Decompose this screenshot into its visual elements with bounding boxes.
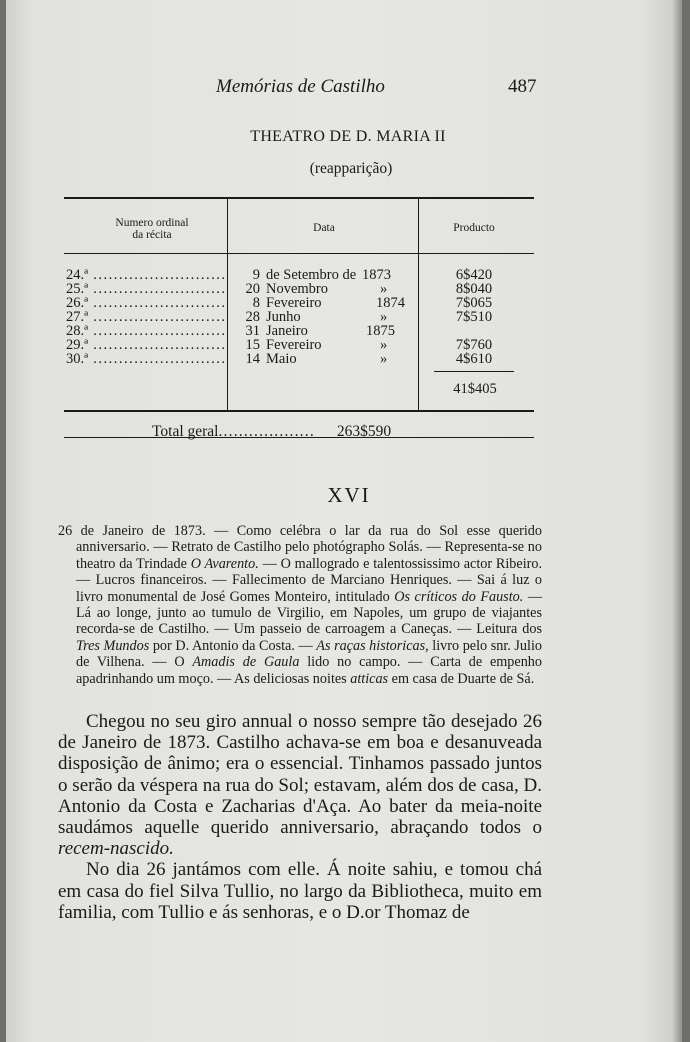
table-row: 29.ª ..... 15 Fevereiro » 7$760 bbox=[64, 338, 534, 352]
table-row: 26.ª ..... 8 Fevereiro 1874 7$065 bbox=[64, 296, 534, 310]
header-product: Producto bbox=[453, 222, 495, 234]
subtotal-rule bbox=[434, 371, 514, 372]
table-row: 28.ª ..... 31 Janeiro 1875 bbox=[64, 324, 534, 338]
header-date: Data bbox=[313, 222, 335, 234]
performance-table bbox=[64, 197, 534, 439]
table-row: 25.ª ..... 20 Novembro » 8$040 bbox=[64, 282, 534, 296]
table-row: 27.ª ..... 28 Junho » 7$510 bbox=[64, 310, 534, 324]
header-ordinal: Numero ordinal da récita bbox=[115, 217, 189, 241]
grand-total bbox=[152, 423, 391, 441]
page-edge-shadow bbox=[672, 0, 682, 1042]
running-head bbox=[6, 76, 682, 100]
total-leader-dots: ................... bbox=[218, 423, 315, 440]
table-row: 24.ª ..... 9 de Setembro de 1873 6$420 bbox=[64, 268, 534, 282]
paragraph: Chegou no seu giro annual o nosso sempre tão desejado 26 de Janeiro de 1873. Castilho achava-se em boa e desanuveada disposição de ânimo; era o essencial. Tinhamos passado juntos o serão da véspera na rua do Sol; estavam, além dos de casa, D. Antonio da Costa e Zacharias d'Aça. Ao bater da meia-noite saudámos aquelle querido anniversario, abraçando todos o recem-nascido. bbox=[58, 711, 542, 860]
paragraph: No dia 26 jantámos com elle. Á noite sahiu, e tomou chá em casa do fiel Silva Tullio, no largo da Bibliotheca, muito em familia, com Tullio e ás senhoras, e o D.or Thomaz de bbox=[58, 859, 542, 923]
book-page bbox=[6, 0, 682, 1042]
subtotal-value: 41$405 bbox=[453, 381, 497, 397]
total-value: 263$590 bbox=[336, 423, 392, 440]
table-bottom-rule bbox=[64, 410, 534, 412]
running-title: Memórias de Castilho bbox=[216, 76, 385, 97]
table-title: THEATRO DE D. MARIA II bbox=[250, 128, 446, 145]
chapter-number: XVI bbox=[327, 483, 371, 507]
table-row: 30.ª ..... 14 Maio » 4$610 bbox=[64, 352, 534, 366]
page-number: 487 bbox=[508, 76, 537, 97]
body-text bbox=[58, 711, 542, 923]
table-top-rule bbox=[64, 197, 534, 199]
total-label: Total geral bbox=[152, 423, 219, 440]
chapter-summary: 26 de Janeiro de 1873. — Como celébra o lar da rua do Sol esse querido anniversario. — Retrato de Castilho pelo photógrapho Solás. — Representa-se no theatro da Trindade O Avarento. — O mallogrado e talentossissimo actor Ribeiro. — Lucros financeiros. — Fallecimento de Marciano Henriques. — Sai á luz o livro monumental de José Gomes Monteiro, intitulado Os críticos do Fausto. — Lá ao longe, junto ao tumulo de Virgilio, em Napoles, um grupo de viajantes recorda-se de Castilho. — Um passeio de carroagem a Caneças. — Leitura dos Tres Mundos por D. Antonio da Costa. — As raças historicas, livro pelo snr. Julio de Vilhena. — O Amadis de Gaula lido no campo. — Carta de empenho apadrinhando um moço. — As deliciosas noites atticas em casa de Duarte de Sá. bbox=[58, 523, 543, 687]
table-header-rule bbox=[64, 253, 534, 254]
table-subtitle: (reapparição) bbox=[309, 160, 393, 177]
